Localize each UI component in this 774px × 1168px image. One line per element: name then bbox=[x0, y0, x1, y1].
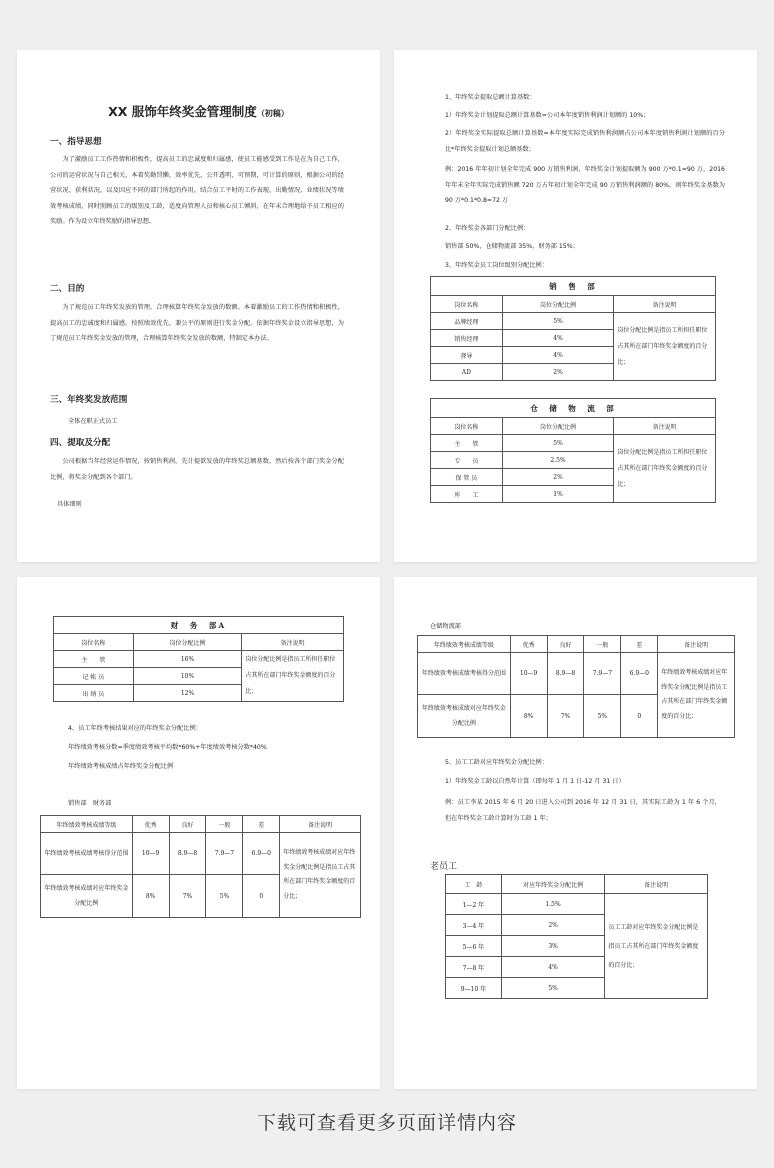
table-cell: 库 工 bbox=[431, 486, 503, 503]
table-note: 岗位分配比例是指员工所担任职位占其所在部门年终奖金额度的百分比； bbox=[614, 313, 716, 381]
table-cell: 3—4 年 bbox=[446, 915, 502, 936]
text-line: 2）年终奖金实际提取总额计算基数=本年度实际完成销售利润额占公司本年度销售利润计划额的百分比*年终奖金提取计划总额基数； bbox=[445, 130, 725, 153]
text-line: 5、员工工龄对应年终奖金分配比例： bbox=[445, 759, 548, 766]
table-caption: 销售部 财务部 bbox=[68, 800, 112, 807]
title-text: XX 服饰年终奖金管理制度 bbox=[108, 104, 257, 119]
table-cell: 5% bbox=[502, 313, 614, 330]
detail-label: 具体细则 bbox=[57, 501, 82, 508]
performance-allocation-table bbox=[40, 815, 361, 918]
section-heading-3: 三、年终奖发放范围 bbox=[50, 395, 128, 405]
document-page-3 bbox=[17, 577, 380, 1089]
table-caption: 财 务 部A bbox=[54, 617, 344, 634]
table-header: 岗位分配比例 bbox=[133, 634, 242, 651]
table-cell: 1% bbox=[502, 486, 614, 503]
table-header: 差 bbox=[621, 636, 658, 653]
section-text-3: 全体在职正式员工 bbox=[68, 418, 118, 425]
table-cell: 4% bbox=[502, 330, 614, 347]
table-header: 岗位名称 bbox=[54, 634, 134, 651]
table-cell: 0 bbox=[621, 695, 658, 738]
table-caption: 销 售 部 bbox=[431, 277, 716, 296]
table-header: 岗位名称 bbox=[431, 418, 503, 435]
table-cell: 7% bbox=[547, 695, 584, 738]
table-cell: 10—9 bbox=[510, 653, 547, 695]
table-header: 良好 bbox=[169, 816, 206, 833]
table-cell: 2.5% bbox=[502, 452, 614, 469]
table-header: 对应年终奖金分配比例 bbox=[501, 875, 605, 894]
row-label: 年终绩效考核成绩对应年终奖金分配比例 bbox=[418, 695, 511, 738]
table-header: 岗位分配比例 bbox=[502, 296, 614, 313]
table-cell: 8% bbox=[132, 875, 169, 918]
table-caption: 老员工 bbox=[430, 862, 458, 872]
row-label: 年终绩效考核成绩对应年终奖金分配比例 bbox=[41, 875, 133, 918]
table-header: 备注说明 bbox=[658, 636, 735, 653]
text-line: 1）年终奖金计划提取总额计算基数=公司本年度销售利润计划额的 10%； bbox=[445, 112, 650, 119]
section-heading-2: 二、目的 bbox=[50, 284, 85, 294]
table-header: 一般 bbox=[206, 816, 243, 833]
table-cell: 6.9—0 bbox=[243, 833, 280, 875]
table-cell: 2% bbox=[501, 915, 605, 936]
table-cell: 3% bbox=[501, 936, 605, 957]
table-cell: 10—9 bbox=[132, 833, 169, 875]
table-cell: 主 管 bbox=[54, 651, 134, 668]
table-cell: AD bbox=[431, 364, 503, 381]
table-header: 良好 bbox=[547, 636, 584, 653]
finance-allocation-table bbox=[53, 616, 344, 702]
table-cell: 督导 bbox=[431, 347, 503, 364]
table-cell: 记 帐 员 bbox=[54, 668, 134, 685]
table-cell: 4% bbox=[502, 347, 614, 364]
section-text-4: 公司根据当年经营运作情况，按销售利润，先计提欲发放的年终奖总额基数，然后按各个部门奖金分配比例，将奖金分配到各个部门。 bbox=[50, 458, 344, 481]
table-caption: 仓 储 物 流 部 bbox=[431, 399, 716, 418]
table-header: 备注说明 bbox=[614, 296, 716, 313]
table-header: 优秀 bbox=[510, 636, 547, 653]
table-cell: 1—2 年 bbox=[446, 894, 502, 915]
table-cell: 1.5% bbox=[501, 894, 605, 915]
text-line: 例：2016 年年初计划全年完成 900 万销售利润，年终奖金计划提取额为 900 万*0.1=90 万，2016 年年末全年实际完成销售额 720 万占年初计划全年完成 90 万销售利润额的 80%，则年终奖金基数为 90 万*0.1*0.8=72 万 bbox=[445, 166, 725, 204]
table-cell: 品牌经理 bbox=[431, 313, 503, 330]
table-header: 年终绩效考核成绩等级 bbox=[418, 636, 511, 653]
table-cell: 8% bbox=[510, 695, 547, 738]
table-cell: 4% bbox=[501, 957, 605, 978]
section-heading-4: 四、提取及分配 bbox=[50, 438, 111, 448]
table-header: 岗位名称 bbox=[431, 296, 503, 313]
seniority-allocation-table bbox=[445, 874, 708, 999]
table-note: 员工工龄对应年终奖金分配比例是指员工占其所在部门年终奖金额度的百分比； bbox=[605, 894, 708, 999]
table-note: 岗位分配比例是指员工所担任职位占其所在部门年终奖金额度的百分比； bbox=[614, 435, 716, 503]
document-page-4 bbox=[394, 577, 757, 1089]
table-cell: 7.9—7 bbox=[584, 653, 621, 695]
table-header: 优秀 bbox=[132, 816, 169, 833]
warehouse-allocation-table bbox=[430, 398, 716, 503]
table-header: 差 bbox=[243, 816, 280, 833]
title-suffix: （初稿） bbox=[256, 109, 289, 118]
section-text-1: 为了激励员工工作热情和积极性，提高员工的忠诚度和归属感，使员工能感受到工作是在为自己工作，公司的运营状况与自己相关，本着奖勤罚懒、效率优先，公开透明、可预期，可计算的原则，根据公司的经营状况、获利状况，以及因应不同的部门所起的作用，结合员工平时的工作表现、出勤情况、业绩状况等绩效考核成绩，同时照顾员工的级别及工龄，适度向管理人员和核心员工倾斜，在年末合理地给予员工相应的奖励。作为设立年终奖励的指导思想。 bbox=[50, 156, 344, 226]
table-header: 一般 bbox=[584, 636, 621, 653]
row-label: 年终绩效考核成绩考核得分范围 bbox=[41, 833, 133, 875]
download-more-banner[interactable]: 下载可查看更多页面详情内容 bbox=[256, 1112, 517, 1134]
table-header: 岗位分配比例 bbox=[502, 418, 614, 435]
table-cell: 5% bbox=[502, 435, 614, 452]
table-note: 年终绩效考核成绩对应年终奖金分配比例是指员工占其所在部门年终奖金额度的百分比； bbox=[280, 833, 361, 918]
table-cell: 2% bbox=[502, 364, 614, 381]
table-cell: 8.9—8 bbox=[169, 833, 206, 875]
document-page-1 bbox=[17, 50, 380, 562]
table-cell: 7—8 年 bbox=[446, 957, 502, 978]
table-cell: 2% bbox=[502, 469, 614, 486]
text-line: 1）年终奖金工龄以自然年计算（即每年 1 月 1 日-12 月 31 日） bbox=[445, 778, 625, 785]
table-cell: 6.9—0 bbox=[621, 653, 658, 695]
section-heading-1: 一、指导思想 bbox=[50, 137, 102, 147]
table-cell: 8.9—8 bbox=[547, 653, 584, 695]
table-caption: 仓储物流部 bbox=[430, 623, 461, 630]
text-line: 4、员工年终考核结果对应的年终奖金分配比例： bbox=[68, 725, 202, 732]
table-cell: 5—6 年 bbox=[446, 936, 502, 957]
table-cell: 7.9—7 bbox=[206, 833, 243, 875]
table-header: 备注说明 bbox=[614, 418, 716, 435]
row-label: 年终绩效考核成绩考核得分范围 bbox=[418, 653, 511, 695]
section-text-2: 为了规范员工年终奖发放的管理，合理核算年终奖金发放的数额。本着激励员工的工作热情和积极性，提高员工的忠诚度和归属感。按照绩效优先、兼公平的原则进行奖金分配。依据年终奖金设立指导思想，为了规范员工年终奖金发放的管理，合理核算年终奖金发放的数额，特制定本办法。 bbox=[50, 304, 344, 343]
table-cell: 销售经理 bbox=[431, 330, 503, 347]
table-cell: 出 纳 员 bbox=[54, 685, 134, 702]
table-cell: 9—10 年 bbox=[446, 978, 502, 999]
table-cell: 专 员 bbox=[431, 452, 503, 469]
text-line: 年终绩效考核成绩占年终奖金分配比例 bbox=[68, 763, 174, 770]
text-line: 2、年终奖金各部门分配比例： bbox=[445, 225, 530, 232]
sales-allocation-table bbox=[430, 276, 716, 381]
table-header: 备注说明 bbox=[280, 816, 361, 833]
table-cell: 12% bbox=[133, 685, 242, 702]
document-page-2 bbox=[394, 50, 757, 562]
table-cell: 5% bbox=[584, 695, 621, 738]
table-header: 备注说明 bbox=[242, 634, 344, 651]
table-cell: 5% bbox=[501, 978, 605, 999]
table-note: 岗位分配比例是指员工所担任职位占其所在部门年终奖金额度的百分比； bbox=[242, 651, 344, 702]
text-line: 1、年终奖金提取总额计算基数： bbox=[445, 94, 536, 101]
document-title bbox=[17, 102, 380, 120]
text-line: 销售部 50%，仓储物流部 35%，财务部 15%； bbox=[445, 243, 579, 250]
table-cell: 16% bbox=[133, 651, 242, 668]
text-line: 例：员工李某 2015 年 6 月 20 日进入公司到 2016 年 12 月 31 日，其实际工龄为 1 年 6 个月，但在年终奖金工龄计算时为工龄 1 年； bbox=[445, 799, 721, 822]
text-line: 年终绩效考核分数=季度绩效考核平均数*60%+年度绩效考核分数*40% bbox=[68, 744, 267, 751]
table-cell: 0 bbox=[243, 875, 280, 918]
table-header: 备注说明 bbox=[605, 875, 708, 894]
table-cell: 主 管 bbox=[431, 435, 503, 452]
table-header: 工 龄 bbox=[446, 875, 502, 894]
table-header: 年终绩效考核成绩等级 bbox=[41, 816, 133, 833]
table-note: 年终绩效考核成绩对应年终奖金分配比例是指员工占其所在部门年终奖金额度的百分比； bbox=[658, 653, 735, 738]
performance-allocation-table bbox=[417, 635, 735, 738]
table-cell: 5% bbox=[206, 875, 243, 918]
table-cell: 10% bbox=[133, 668, 242, 685]
text-line: 3、年终奖金员工岗位级别分配比例： bbox=[445, 262, 548, 269]
table-cell: 7% bbox=[169, 875, 206, 918]
table-cell: 保 管 员 bbox=[431, 469, 503, 486]
